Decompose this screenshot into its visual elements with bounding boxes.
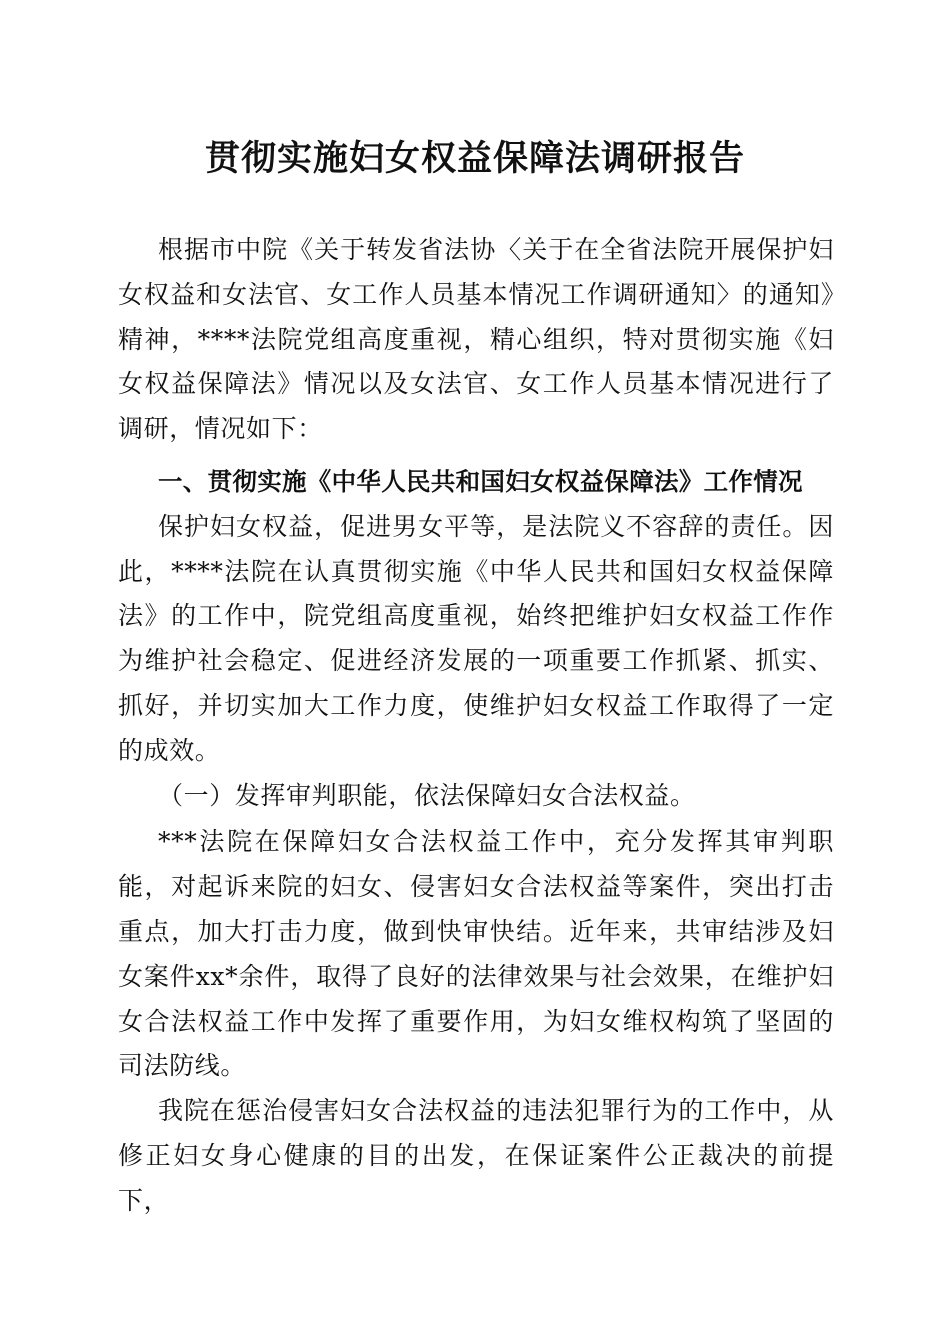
section-heading-1: 一、贯彻实施《中华人民共和国妇女权益保障法》工作情况 xyxy=(158,466,803,496)
document-title: 贯彻实施妇女权益保障法调研报告 xyxy=(204,138,745,179)
section-1-paragraph: 保护妇女权益，促进男女平等，是法院义不容辞的责任。因此，****法院在认真贯彻实施《中华人民共和国妇女权益保障法》的工作中，院党组高度重视，始终把维护妇女权益工作作为维护社会稳定、促进经济发展的一项重要工作抓紧、抓实、抓好，并切实加大工作力度，使维护妇女权益工作取得了一定的成效。 xyxy=(118,511,834,765)
subsection-heading-1: （一）发挥审判职能，依法保障妇女合法权益。 xyxy=(158,780,696,810)
spacer xyxy=(118,452,834,460)
subsection-1-paragraph-2: 我院在惩治侵害妇女合法权益的违法犯罪行为的工作中，从修正妇女身心健康的目的出发，在保证案件公正裁决的前提下， xyxy=(118,1096,834,1215)
document-body xyxy=(118,228,834,1224)
subsection-1-paragraph: ***法院在保障妇女合法权益工作中，充分发挥其审判职能，对起诉来院的妇女、侵害妇女合法权益等案件，突出打击重点，加大打击力度，做到快审快结。近年来，共审结涉及妇女案件xx*余件，取得了良好的法律效果与社会效果，在维护妇女合法权益工作中发挥了重要作用，为妇女维权构筑了坚固的司法防线。 xyxy=(118,827,834,1081)
intro-paragraph: 根据市中院《关于转发省法协〈关于在全省法院开展保护妇女权益和女法官、女工作人员基本情况工作调研通知〉的通知》精神，****法院党组高度重视，精心组织，特对贯彻实施《妇女权益保障法》情况以及女法官、女工作人员基本情况进行了调研，情况如下： xyxy=(118,235,834,444)
